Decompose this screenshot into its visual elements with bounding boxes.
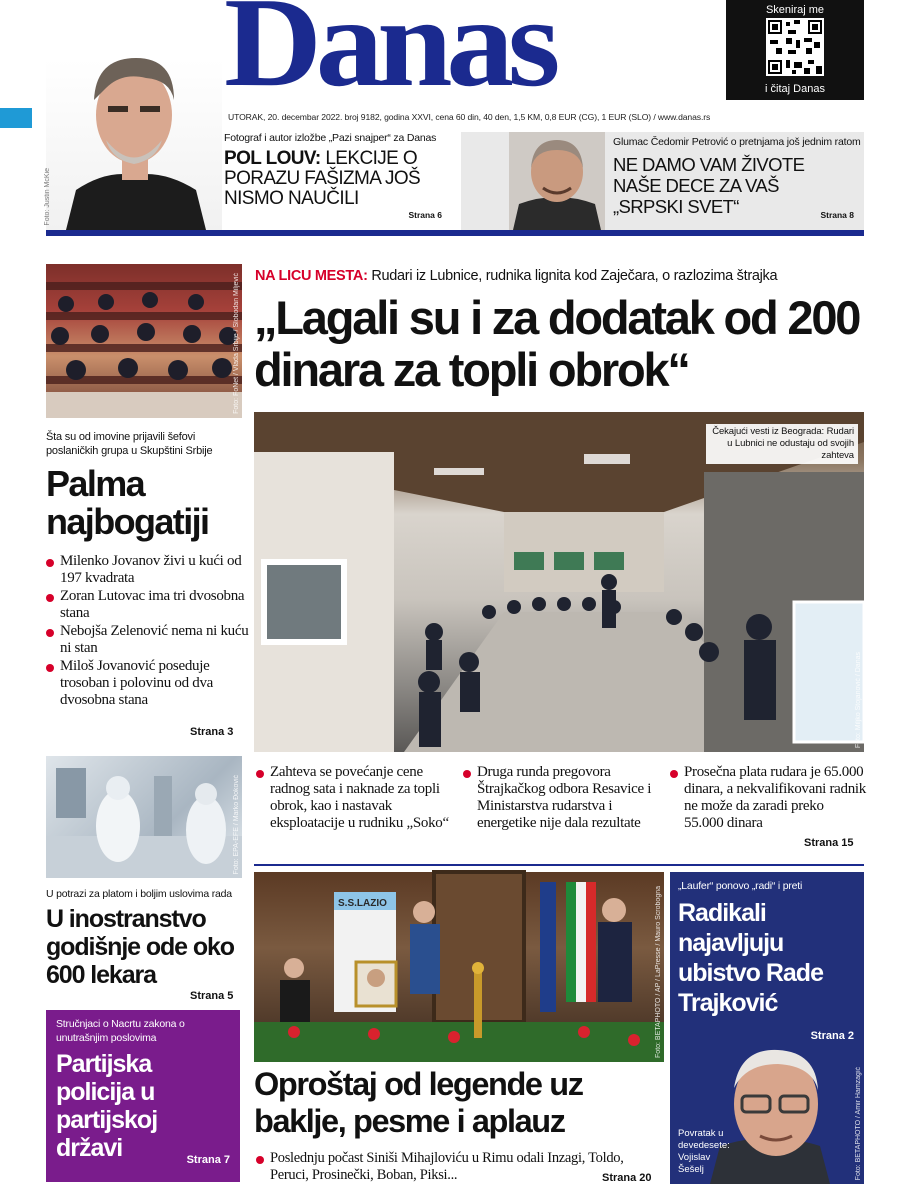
farewell-headline[interactable]: Oproštaj od legende uz baklje, pesme i aplauz: [254, 1066, 583, 1139]
lead-kicker-text: Rudari iz Lubnice, rudnika lignita kod Zaječara, o razlozima štrajka: [371, 268, 778, 284]
qr-label-top: Skeniraj me: [765, 4, 825, 16]
police-headline: Partijska policija u partijskoj državi: [56, 1050, 158, 1162]
palma-bullet-list: [46, 553, 252, 709]
qr-box[interactable]: [726, 0, 864, 100]
miners-photo-caption: Čekajući vesti iz Beograda: Rudari u Lubnici ne odustaju od svojih zahteva: [706, 424, 858, 464]
doctors-headline[interactable]: U inostranstvo godišnje ode oko 600 lekara: [46, 905, 234, 989]
masthead-logo: Danas: [224, 0, 555, 113]
teaser-left-headline-bold: POL LOUV:: [224, 148, 321, 169]
palma-bullet: Nebojša Zelenović nema ni kuću ni stan: [46, 623, 252, 657]
police-page: Strana 7: [186, 1154, 230, 1166]
dateline: UTORAK, 20. decembar 2022. broj 9182, godina XXVI, cena 60 din, 40 den, 1,5 KM, 0,8 EUR (CG), 1 EUR (SLO) / www.danas.rs: [228, 112, 711, 122]
funeral-photo: [254, 872, 664, 1062]
teaser-left-headline: [224, 149, 452, 209]
funeral-banner-text: S.S.LAZIO: [338, 898, 387, 909]
palma-page: Strana 3: [190, 726, 234, 738]
teaser-right[interactable]: [461, 132, 864, 230]
lead-bullet: Prosečna plata rudara je 65.000 dinara, a nekvalifikovani radnik ne može da zaradi preko 55.000 dinara: [670, 764, 866, 832]
lead-headline[interactable]: „Lagali su i za dodatak od 200 dinara za topli obrok“: [254, 291, 860, 396]
palma-bullet: Miloš Jovanović poseduje trosoban i polovinu od dva dvosobna stana: [46, 658, 252, 709]
police-kicker: Stručnjaci o Nacrtu zakona o unutrašnjim poslovima: [56, 1018, 185, 1044]
teaser-left-page: Strana 6: [408, 210, 442, 220]
teaser-right-headline: NE DAMO VAM ŽIVOTE NAŠE DECE ZA VAŠ „SRPSKI SVET“: [613, 154, 805, 217]
masthead-portrait: [46, 40, 222, 230]
parliament-photo-credit: Foto: FoNet / Vlada Srbije / Slobodan Miljević: [233, 273, 240, 414]
lead-page: Strana 15: [804, 837, 854, 849]
lead-bullet: Zahteva se povećanje cene radnog sata i naknade za topli obrok, kao i nastavak eksploatacije u rudniku „Soko“: [256, 764, 456, 832]
farewell-page: Strana 20: [602, 1172, 652, 1184]
radikali-page: Strana 2: [810, 1030, 854, 1042]
doctors-page: Strana 5: [190, 990, 234, 1002]
lead-kicker: [255, 268, 865, 284]
teaser-right-page: Strana 8: [820, 210, 854, 220]
lead-bullet: Druga runda pregovora Štrajkačkog odbora Resavice i Ministarstva rudarstva i energetike nije dala rezultate: [463, 764, 663, 832]
qr-code-icon: [766, 18, 824, 76]
palma-headline[interactable]: Palma najbogatiji: [46, 463, 209, 542]
funeral-photo-credit: Foto: BETAPHOTO / AP / LaPresse / Mauro Scrobogna: [655, 886, 662, 1058]
qr-label-bottom: i čitaj Danas: [765, 83, 825, 95]
miners-photo-credit: Foto: Miljko Stojanović / Danas: [855, 651, 862, 748]
radikali-photo-credit: Foto: BETAPHOTO / Amir Hamzagić: [855, 1066, 862, 1180]
radikali-headline: Radikali najavljuju ubistvo Rade Trajković: [678, 899, 823, 1017]
lead-kicker-label: NA LICU MESTA:: [255, 268, 368, 284]
masthead-divider: [46, 230, 864, 236]
miners-photo: [254, 412, 864, 752]
teaser-right-portrait: [509, 132, 605, 230]
radikali-photo-caption: Povratak u devedesete: Vojislav Šešelj: [678, 1128, 730, 1175]
palma-bullet: Zoran Lutovac ima tri dvosobna stana: [46, 588, 252, 622]
radikali-box[interactable]: [670, 872, 864, 1184]
police-box[interactable]: [46, 1010, 240, 1182]
hospital-photo: [46, 756, 242, 878]
portrait-credit: Foto: Justin McKie: [44, 168, 51, 226]
lead-divider: [254, 864, 864, 866]
teaser-left-headline-rest: LEKCIJE O PORAZU FAŠIZMA JOŠ NISMO NAUČILI: [224, 148, 421, 209]
doctors-kicker: U potrazi za platom i boljim uslovima rada: [46, 888, 232, 900]
teaser-right-kicker: Glumac Čedomir Petrović o pretnjama još jednim ratom: [613, 136, 861, 148]
cyan-side-tab: [0, 108, 32, 128]
palma-kicker: Šta su od imovine prijavili šefovi poslaničkih grupa u Skupštini Srbije: [46, 431, 213, 457]
farewell-bullet: Poslednju počast Siniši Mihajloviću u Rimu odali Inzagi, Toldo, Peruci, Prosinečki, Boban, Piksi...: [256, 1150, 664, 1184]
teaser-left-kicker: Fotograf i autor izložbe „Pazi snajper“ za Danas: [224, 132, 437, 144]
palma-bullet: Milenko Jovanov živi u kući od 197 kvadrata: [46, 553, 252, 587]
hospital-photo-credit: Foto: EPA-EFE / Marko Đoković: [233, 774, 240, 874]
parliament-photo: [46, 264, 242, 418]
teaser-left[interactable]: [224, 126, 452, 230]
radikali-kicker: „Laufer“ ponovo „radi“ i preti: [678, 880, 803, 892]
